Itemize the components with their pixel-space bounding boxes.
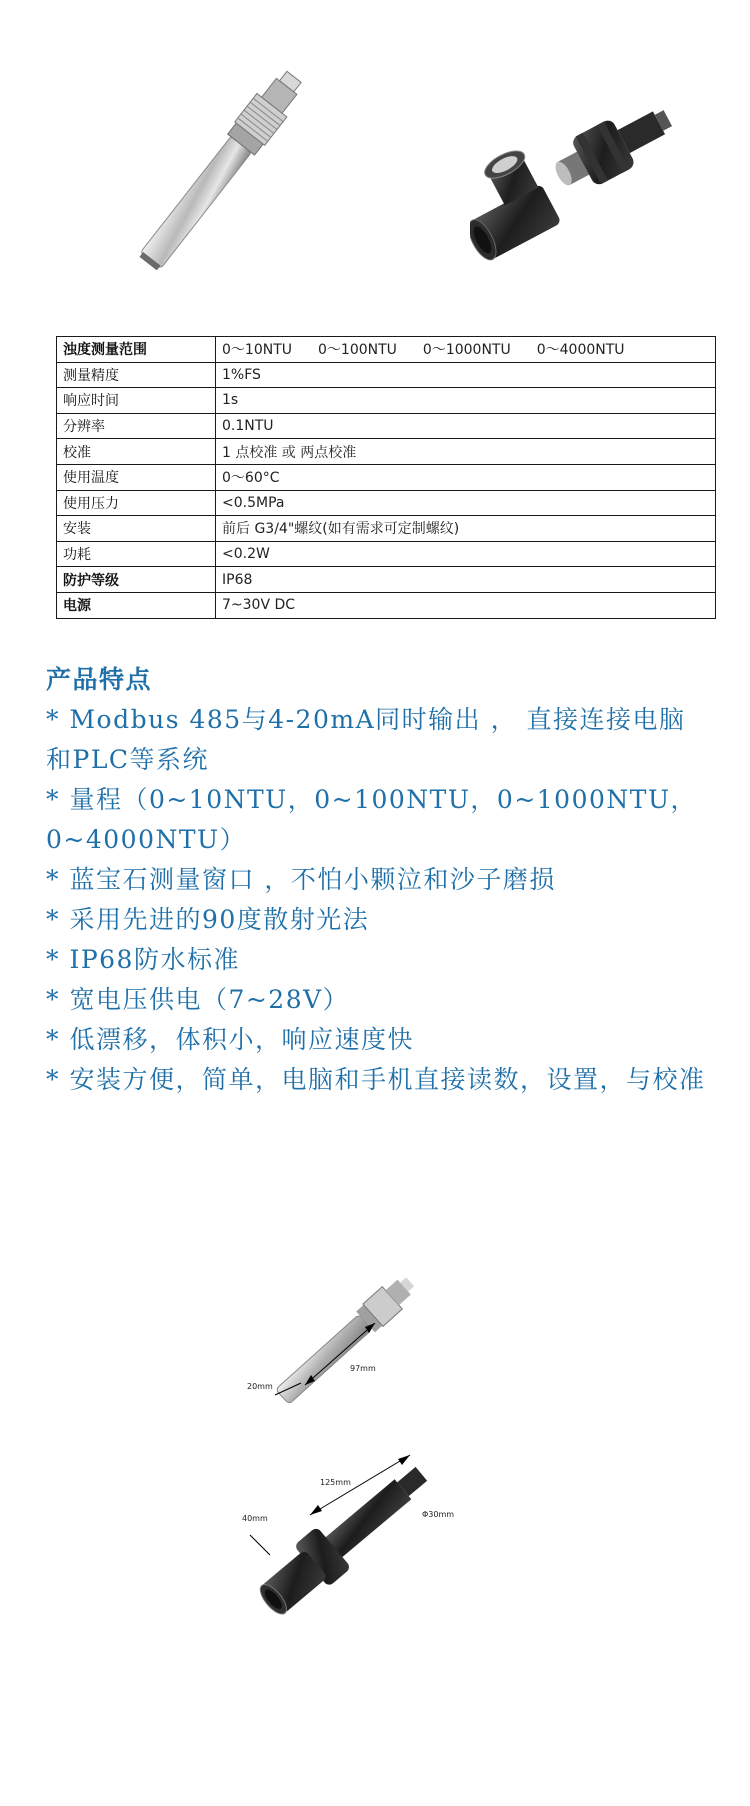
spec-label: 防护等级 (57, 567, 216, 593)
spec-value (216, 337, 716, 363)
feature-item: * 量程（0~10NTU，0~100NTU，0~1000NTU，0~4000NTU） (46, 785, 698, 854)
spec-value: 0～60°C (216, 464, 716, 490)
table-row (57, 592, 716, 618)
table-row (57, 388, 716, 414)
probe-photo (110, 70, 340, 270)
feature-item: * 低漂移，体积小，响应速度快 (46, 1025, 414, 1054)
spec-label: 电源 (57, 592, 216, 618)
feature-item: * 采用先进的90度散射光法 (46, 905, 370, 934)
table-row (57, 516, 716, 542)
spec-label: 使用压力 (57, 490, 216, 516)
spec-value: <0.5MPa (216, 490, 716, 516)
spec-label: 使用温度 (57, 464, 216, 490)
feature-item: * 宽电压供电（7~28V） (46, 985, 350, 1014)
table-row (57, 439, 716, 465)
table-row (57, 567, 716, 593)
range-value: 0～10NTU (222, 342, 292, 359)
spec-label: 功耗 (57, 541, 216, 567)
range-value: 0～100NTU (318, 342, 397, 359)
spec-value: 1%FS (216, 362, 716, 388)
spec-label: 安装 (57, 516, 216, 542)
probe-length-label: 97mm (350, 1364, 376, 1373)
spec-value: IP68 (216, 567, 716, 593)
table-row (57, 464, 716, 490)
spec-value: 1s (216, 388, 716, 414)
range-value: 0～1000NTU (422, 342, 511, 359)
spec-table (56, 336, 716, 619)
spec-value: 前后 G3/4"螺纹(如有需求可定制螺纹) (216, 516, 716, 542)
flow-cell-dimension-drawing (240, 1425, 470, 1625)
spec-value: 1 点校准 或 两点校准 (216, 439, 716, 465)
spec-value: 0.1NTU (216, 413, 716, 439)
spec-label: 响应时间 (57, 388, 216, 414)
range-value: 0～4000NTU (536, 342, 625, 359)
feature-item: * 安装方便，简单，电脑和手机直接读数，设置，与校准 (46, 1065, 706, 1094)
spec-label: 分辨率 (57, 413, 216, 439)
spec-value: 7~30V DC (216, 592, 716, 618)
spec-label: 浊度测量范围 (57, 337, 216, 363)
feature-item: * IP68防水标准 (46, 945, 240, 974)
table-row (57, 490, 716, 516)
flow-cell-photo (470, 100, 680, 270)
table-row (57, 337, 716, 363)
features-heading: 产品特点 (46, 665, 153, 694)
housing-diameter-label: Φ30mm (422, 1510, 455, 1519)
table-row (57, 541, 716, 567)
probe-dimension-drawing (245, 1255, 445, 1415)
housing-width-label: 40mm (242, 1514, 268, 1523)
spec-label: 测量精度 (57, 362, 216, 388)
feature-item: * 蓝宝石测量窗口 ，不怕小颗泣和沙子磨损 (46, 865, 556, 894)
spec-label: 校准 (57, 439, 216, 465)
feature-item: * Modbus 485与4-20mA同时输出 ， 直接连接电脑和PLC等系统 (46, 705, 686, 774)
features-section (46, 660, 706, 1100)
table-row (57, 413, 716, 439)
table-row (57, 362, 716, 388)
probe-diameter-label: 20mm (247, 1382, 273, 1391)
spec-value: <0.2W (216, 541, 716, 567)
housing-length-label: 125mm (320, 1478, 351, 1487)
